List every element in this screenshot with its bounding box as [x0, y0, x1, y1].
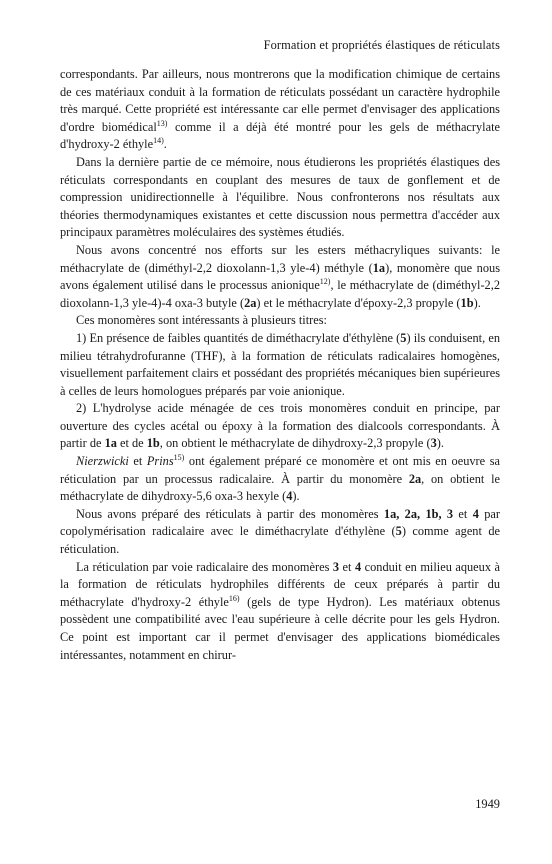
text-run: 1) En présence de faibles quantités de diméthacrylate d'éthylène ( [76, 330, 401, 345]
text-run: ). [292, 489, 300, 504]
text-run: ) ils conduisent, en milieu tétrahydrofuranne (THF), à la formation de réticulats radicalaires homogènes, visuellement parfaitement clairs et possédant des propriétés mécaniques bien supérieures à celles de leurs homologues préparés par voie anionique. [60, 330, 501, 398]
compound-label: 1a [372, 260, 386, 275]
reference-superscript: 13) [156, 118, 168, 128]
text-run: ), monomère que nous avons également utilisé dans le processus anionique [60, 260, 500, 293]
reference-superscript: 16) [228, 593, 240, 603]
text-run: ). [473, 295, 481, 310]
compound-label: 4 [472, 506, 479, 521]
text-run: conduit en milieu aqueux à la formation de réticulats hydrophiles différents de ceux préparés à partir du méthacrylate d'hydroxy-2 éthyle [60, 559, 500, 609]
reference-superscript: 15) [173, 453, 185, 463]
text-run: et [453, 506, 473, 521]
compound-label: 1a, 2a, 1b, [383, 506, 442, 521]
text-run: et de [116, 436, 147, 451]
author-name: Prins [146, 454, 174, 469]
text-run: comme il a déjà été montré pour les gels de méthacrylate d'hydroxy-2 éthyle [60, 119, 500, 152]
paragraph-4 [60, 312, 500, 330]
paragraph-5 [60, 330, 500, 400]
compound-label: 3 [332, 559, 340, 574]
text-run: Dans la dernière partie de ce mémoire, nous étudierons les propriétés élastiques des réticulats correspondants en couplant des mesures de taux de gonflement et de compression unidirectionnelle à l'équilibre. Nous confronterons nos résultats aux théories thermodynamiques existantes et cette discussion nous permettra d'accéder aux principaux paramètres moléculaires des systèmes étudiés. [60, 154, 500, 240]
paragraph-6 [60, 400, 500, 453]
compound-label: 3 [446, 506, 454, 521]
page-number: 1949 [475, 797, 500, 811]
paragraph-7 [60, 453, 500, 506]
compound-label: 2a [408, 471, 422, 486]
text-run: , on obtient le méthacrylate de dihydroxy-2,3 propyle ( [159, 436, 431, 451]
paragraph-2 [60, 154, 500, 242]
paragraph-3 [60, 242, 500, 312]
compound-label: 4 [286, 489, 293, 504]
text-run: , le méthacrylate de (diméthyl-2,2 dioxolann-1,3 yle-4)-4 oxa-3 butyle ( [60, 278, 500, 310]
compound-label: 5 [400, 330, 407, 345]
text-run: . [163, 137, 167, 152]
text-run: ) et le méthacrylate d'époxy-2,3 propyle ( [256, 295, 461, 310]
text-run: et [128, 454, 147, 469]
text-run: ont également préparé ce monomère et ont mis en oeuvre sa réticulation par un processus radicalaire. À partir du monomère [60, 454, 500, 486]
text-run: et [339, 559, 355, 574]
paragraph-8 [60, 506, 500, 559]
paragraph-1 [60, 66, 500, 154]
text-run: ). [436, 436, 444, 451]
compound-label: 4 [354, 559, 362, 574]
text-run: 2) L'hydrolyse acide ménagée de ces trois monomères conduit en principe, par ouverture des cycles acétal ou époxy à la formation des dialcools correspondants. À partir de [60, 401, 500, 451]
paragraph-9 [60, 559, 500, 665]
text-run: par copolymérisation radicalaire avec le diméthacrylate d'éthylène ( [60, 506, 500, 539]
compound-label: 1b [146, 436, 160, 451]
compound-label: 3 [430, 436, 437, 451]
text-run: Nous avons préparé des réticulats à partir des monomères [76, 506, 384, 521]
compound-label: 1b [460, 295, 474, 310]
compound-label: 2a [244, 295, 257, 310]
running-header: Formation et propriétés élastiques de réticulats [263, 38, 500, 52]
reference-superscript: 12) [319, 277, 331, 287]
text-run: (gels de type Hydron). Les matériaux obtenus possèdent une compatibilité avec l'eau supérieure à celle décrite pour les gels Hydron. Ce point est important car il permet d'envisager des applications biomédicales intéressantes, notamment en chirur- [60, 594, 501, 662]
compound-label: 5 [395, 524, 402, 539]
author-name: Nierzwicki [76, 454, 129, 469]
text-run: La réticulation par voie radicalaire des monomères [76, 559, 333, 574]
text-run: Nous avons concentré nos efforts sur les esters méthacryliques suivants: le méthacrylate de (diméthyl-2,2 dioxolann-1,3 yle-4) méthyle ( [60, 242, 500, 275]
reference-superscript: 14) [153, 136, 164, 146]
text-run: ) comme agent de réticulation. [60, 524, 500, 557]
body-text [60, 66, 500, 664]
text-run: correspondants. Par ailleurs, nous montrerons que la modification chimique de certains de ces matériaux conduit à la formation de réticulats possédant un caractère hydrophile très marqué. Cette propriété est intéressante car elle permet d'envisager des applications d'ordre biomédical [60, 67, 500, 134]
compound-label: 1a [104, 436, 117, 451]
text-run: , on obtient le méthacrylate de dihydroxy-5,6 oxa-3 hexyle ( [60, 471, 500, 504]
text-run: Ces monomères sont intéressants à plusieurs titres: [76, 313, 327, 328]
